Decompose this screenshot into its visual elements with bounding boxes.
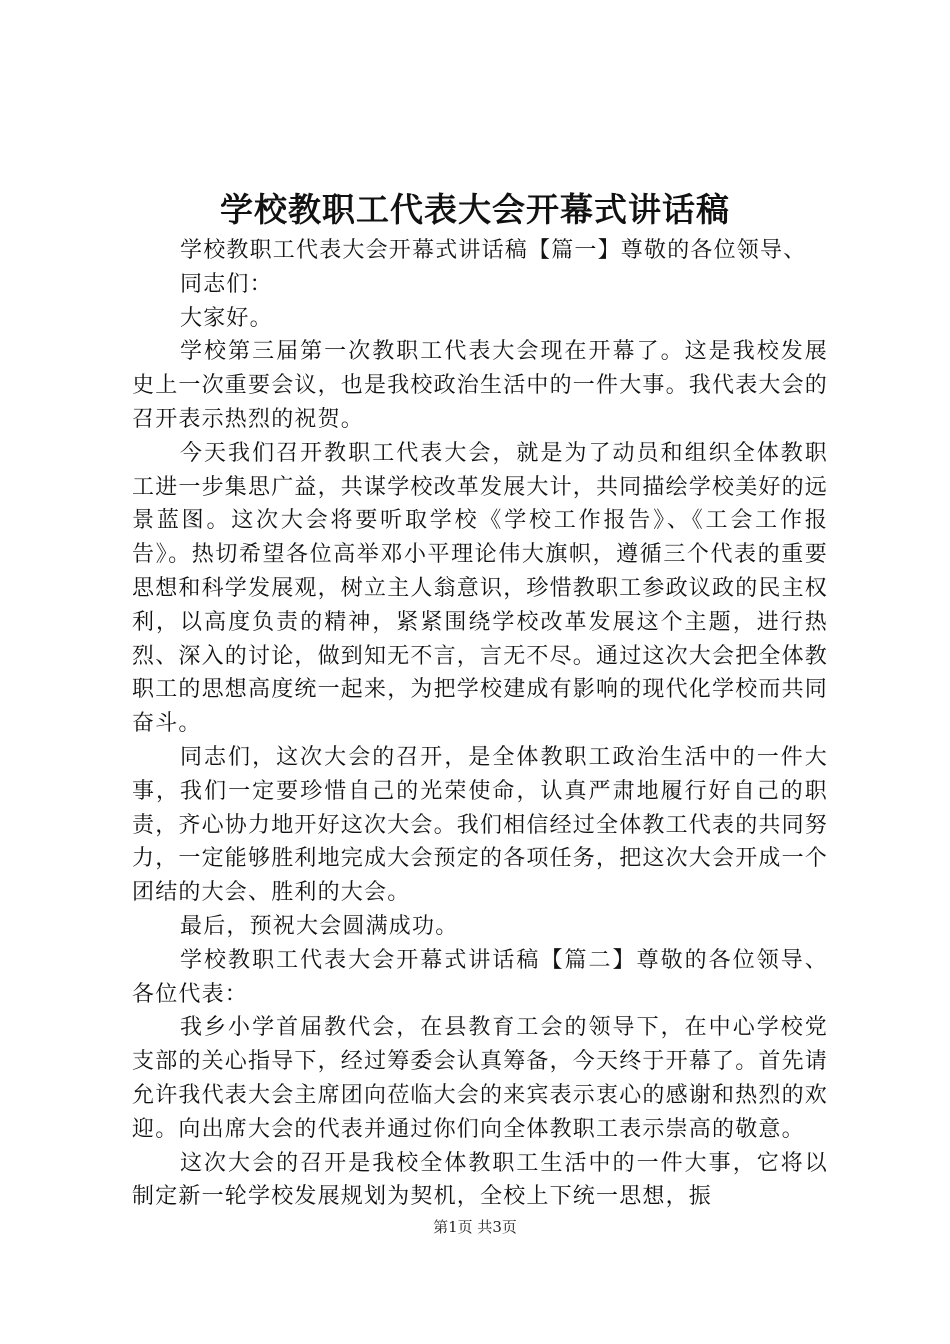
paragraph: 最后，预祝大会圆满成功。 <box>180 913 459 939</box>
paragraph: 今天我们召开教职工代表大会，就是为了动员和组织全体教职工进一步集思广益，共谋学校改革发展大计，共同描绘学校美好的远景蓝图。这次大会将要听取学校《学校工作报告》、《工会工作报告》。热切希望各位高举邓小平理论伟大旗帜，遵循三个代表的重要思想和科学发展观，树立主人翁意识，珍惜教职工参政议政的民主权利，以高度负责的精神，紧紧围绕学校改革发展这个主题，进行热烈、深入的讨论，做到知无不言，言无不尽。通过这次大会把全体教职工的思想高度统一起来，为把学校建成有影响的现代化学校而共同奋斗。 <box>132 440 829 737</box>
paragraph: 这次大会的召开是我校全体教职工生活中的一件大事，它将以制定新一轮学校发展规划为契机，全校上下统一思想，振 <box>132 1150 828 1210</box>
paragraph: 学校第三届第一次教职工代表大会现在开幕了。这是我校发展史上一次重要会议，也是我校政治生活中的一件大事。我代表大会的召开表示热烈的祝贺。 <box>132 339 829 432</box>
page-footer: 第1页 共3页 <box>433 1218 517 1236</box>
document-title: 学校教职工代表大会开幕式讲话稿 <box>220 190 730 229</box>
paragraph: 同志们： <box>180 271 273 297</box>
paragraph: 同志们，这次大会的召开，是全体教职工政治生活中的一件大事，我们一定要珍惜自己的光荣使命，认真严肃地履行好自己的职责，齐心协力地开好这次大会。我们相信经过全体教工代表的共同努力，一定能够胜利地完成大会预定的各项任务，把这次大会开成一个团结的大会、胜利的大会。 <box>132 744 829 906</box>
paragraph: 大家好。 <box>180 305 273 331</box>
document-body <box>132 234 828 1214</box>
paragraph: 学校教职工代表大会开幕式讲话稿【篇一】尊敬的各位领导、 <box>180 238 807 263</box>
paragraph: 学校教职工代表大会开幕式讲话稿【篇二】尊敬的各位领导、各位代表： <box>132 947 828 1007</box>
paragraph: 我乡小学首届教代会，在县教育工会的领导下，在中心学校党支部的关心指导下，经过筹委会认真筹备，今天终于开幕了。首先请允许我代表大会主席团向莅临大会的来宾表示衷心的感谢和热烈的欢迎。向出席大会的代表并通过你们向全体教职工表示崇高的敬意。 <box>132 1015 829 1142</box>
